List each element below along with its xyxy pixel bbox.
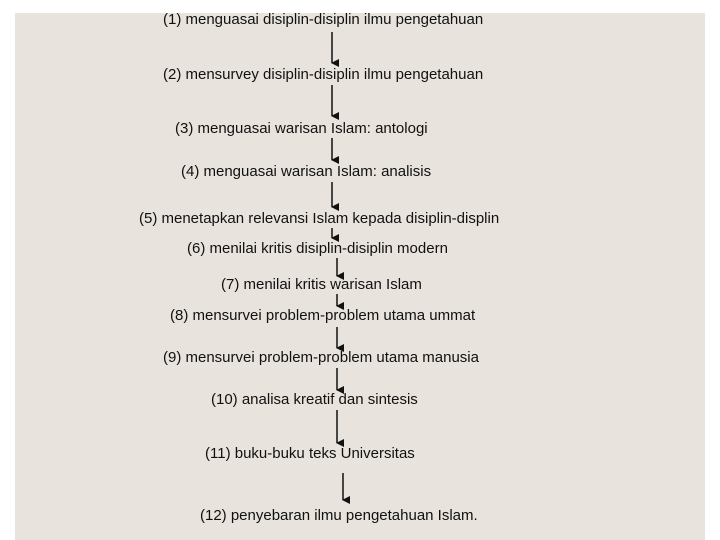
step-2: (2) mensurvey disiplin-disiplin ilmu pengetahuan (163, 66, 484, 83)
step-4: (4) menguasai warisan Islam: analisis (181, 163, 432, 180)
step-9: (9) mensurvei problem-problem utama manusia (163, 349, 479, 366)
step-5: (5) menetapkan relevansi Islam kepada disiplin-displin (139, 210, 500, 227)
step-3: (3) menguasai warisan Islam: antologi (175, 120, 428, 137)
step-10: (10) analisa kreatif dan sintesis (211, 391, 418, 408)
step-11: (11) buku-buku teks Universitas (205, 445, 415, 462)
step-8: (8) mensurvei problem-problem utama ummat (170, 307, 476, 324)
step-1: (1) menguasai disiplin-disiplin ilmu pengetahuan (163, 11, 484, 28)
step-12: (12) penyebaran ilmu pengetahuan Islam. (200, 507, 478, 524)
step-7: (7) menilai kritis warisan Islam (221, 276, 422, 293)
step-6: (6) menilai kritis disiplin-disiplin modern (187, 240, 448, 257)
